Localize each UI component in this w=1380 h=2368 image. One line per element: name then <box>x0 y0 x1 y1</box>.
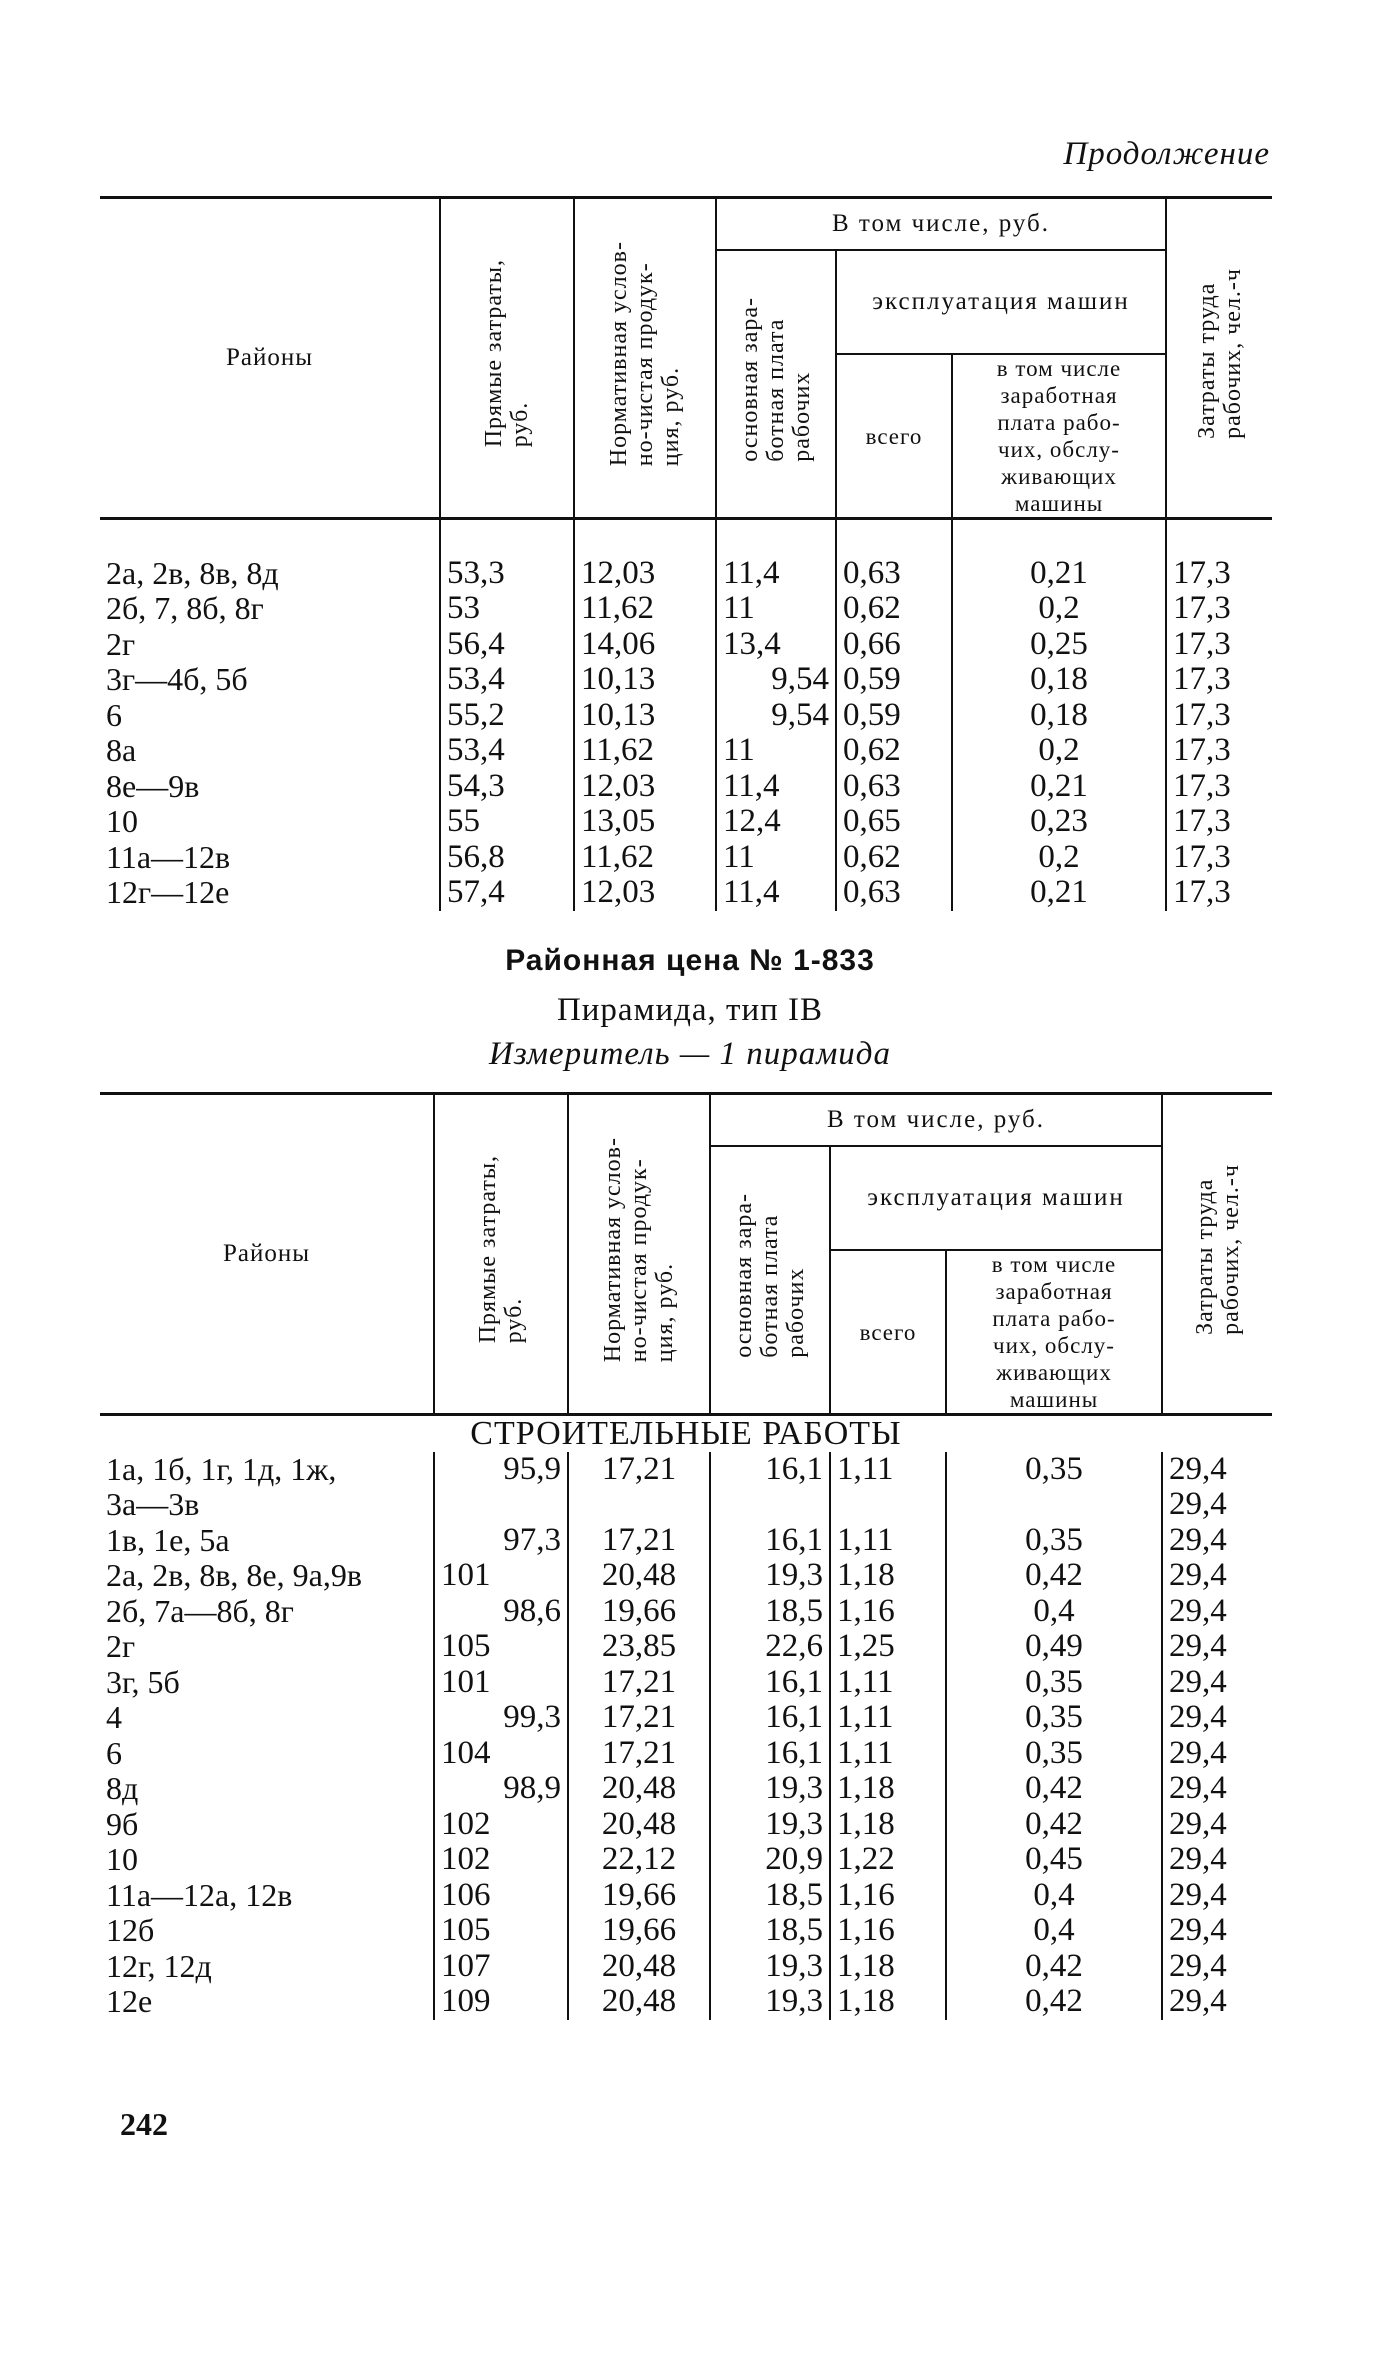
table-row <box>100 627 1272 663</box>
cell-base-wage: 19,3 <box>710 1984 830 2020</box>
cell-normative: 12,03 <box>574 556 716 592</box>
page-number: 242 <box>120 2106 168 2142</box>
cell-labor: 17,3 <box>1166 627 1272 663</box>
cell-district: 12г—12е <box>106 874 230 910</box>
cell-machine-total: 0,62 <box>836 733 952 769</box>
table-row <box>100 1807 1272 1843</box>
cell-machine-total: 1,18 <box>830 1984 946 2020</box>
cell-direct-costs: 55,2 <box>440 698 574 734</box>
cell-direct-costs: 102 <box>434 1807 568 1843</box>
cell-base-wage: 11 <box>716 733 836 769</box>
cell-machine-total: 1,16 <box>830 1594 946 1630</box>
table-row <box>100 662 1272 698</box>
header-base-wage: основная зара- ботная плата рабочих <box>716 250 836 519</box>
cell-machine-total: 0,65 <box>836 804 952 840</box>
cell-base-wage: 19,3 <box>710 1807 830 1843</box>
header-districts-2: Районы <box>100 1094 434 1415</box>
table-row <box>100 1842 1272 1878</box>
cell-labor: 29,4 <box>1162 1594 1272 1630</box>
table-row <box>100 1949 1272 1985</box>
cell-normative: 17,21 <box>568 1736 710 1772</box>
cell-base-wage: 13,4 <box>716 627 836 663</box>
cell-labor: 29,4 <box>1162 1878 1272 1914</box>
table-row <box>100 1700 1272 1736</box>
table-row <box>100 875 1272 911</box>
cell-direct-costs: 101 <box>434 1558 568 1594</box>
cell-normative: 20,48 <box>568 1984 710 2020</box>
table-row <box>100 1736 1272 1772</box>
cell-labor: 29,4 <box>1162 1842 1272 1878</box>
cell-machine-wage: 0,35 <box>946 1665 1162 1701</box>
cost-table-continued <box>100 196 1272 911</box>
cell-normative: 11,62 <box>574 733 716 769</box>
cell-machine-wage: 0,35 <box>946 1700 1162 1736</box>
cell-district: 6 <box>106 696 122 733</box>
cell-district: 11а—12в <box>106 838 231 875</box>
cell-labor: 17,3 <box>1166 769 1272 805</box>
table-row <box>100 1452 1272 1488</box>
cell-machine-total: 1,16 <box>830 1878 946 1914</box>
cell-machine-total: 1,11 <box>830 1523 946 1559</box>
cell-district: 3г, 5б <box>106 1663 180 1700</box>
cell-normative: 19,66 <box>568 1913 710 1949</box>
cell-machine-total: 1,16 <box>830 1913 946 1949</box>
cell-normative: 12,03 <box>574 875 716 911</box>
cell-machine-total: 1,18 <box>830 1949 946 1985</box>
cell-district: 12е <box>106 1983 153 2019</box>
cell-machine-total: 0,63 <box>836 875 952 911</box>
header-labor-costs: Затраты труда рабочих, чел.-ч <box>1166 198 1272 519</box>
cell-labor: 29,4 <box>1162 1487 1272 1523</box>
cell-district: 8а <box>106 732 137 768</box>
cell-machine-wage: 0,23 <box>952 804 1166 840</box>
cell-district: 1а, 1б, 1г, 1д, 1ж, <box>106 1450 337 1487</box>
cell-base-wage: 11,4 <box>716 875 836 911</box>
cell-direct-costs: 54,3 <box>440 769 574 805</box>
cell-district: 8д <box>106 1770 139 1806</box>
cell-normative: 13,05 <box>574 804 716 840</box>
cell-machine-wage: 0,2 <box>952 591 1166 627</box>
cell-district: 9б <box>106 1805 139 1842</box>
cell-normative: 20,48 <box>568 1807 710 1843</box>
cell-labor: 29,4 <box>1162 1665 1272 1701</box>
header-direct-costs: Прямые затраты, руб. <box>440 198 574 519</box>
header-including-2: В том числе, руб. <box>710 1094 1162 1147</box>
cell-machine-total: 1,18 <box>830 1807 946 1843</box>
table-row <box>100 1558 1272 1594</box>
cell-base-wage: 19,3 <box>710 1771 830 1807</box>
cell-machine-wage: 0,35 <box>946 1452 1162 1488</box>
cell-machine-wage: 0,35 <box>946 1523 1162 1559</box>
cell-machine-wage: 0,45 <box>946 1842 1162 1878</box>
cell-machine-wage: 0,4 <box>946 1594 1162 1630</box>
header-normative-product-2: Нормативная услов- но-чистая продук- ция, руб. <box>568 1094 710 1415</box>
cell-normative: 17,21 <box>568 1452 710 1488</box>
cell-machine-total: 1,11 <box>830 1665 946 1701</box>
cell-normative: 17,21 <box>568 1523 710 1559</box>
cell-machine-wage: 0,21 <box>952 769 1166 805</box>
cell-base-wage: 19,3 <box>710 1949 830 1985</box>
table-row <box>100 1594 1272 1630</box>
cell-district: 12б <box>106 1912 155 1948</box>
table-row <box>100 1487 1272 1523</box>
cell-district: 1в, 1е, 5а <box>106 1521 230 1558</box>
cell-machine-total: 1,18 <box>830 1558 946 1594</box>
table-row <box>100 591 1272 627</box>
cell-district: 2б, 7а—8б, 8г <box>106 1592 294 1629</box>
cell-machine-total: 0,62 <box>836 591 952 627</box>
cell-labor: 29,4 <box>1162 1807 1272 1843</box>
cell-district: 2а, 2в, 8в, 8д <box>106 554 279 591</box>
cost-table-1-833 <box>100 1092 1272 2020</box>
cell-direct-costs: 55 <box>440 804 574 840</box>
cell-labor: 17,3 <box>1166 662 1272 698</box>
cell-direct-costs: 95,9 <box>434 1452 568 1488</box>
cell-normative: 17,21 <box>568 1700 710 1736</box>
section-title: СТРОИТЕЛЬНЫЕ РАБОТЫ <box>470 1415 902 1452</box>
cell-direct-costs: 53,4 <box>440 733 574 769</box>
cell-direct-costs <box>434 1487 568 1523</box>
cell-machine-total: 0,59 <box>836 662 952 698</box>
header-machine-operation: эксплуатация машин <box>836 250 1166 354</box>
cell-labor: 17,3 <box>1166 698 1272 734</box>
cell-base-wage: 16,1 <box>710 1736 830 1772</box>
table-row <box>100 769 1272 805</box>
cell-base-wage: 18,5 <box>710 1594 830 1630</box>
cell-machine-wage: 0,21 <box>952 875 1166 911</box>
cell-direct-costs: 102 <box>434 1842 568 1878</box>
cell-district: 8е—9в <box>106 767 200 804</box>
cell-direct-costs: 56,8 <box>440 840 574 876</box>
cell-normative: 14,06 <box>574 627 716 663</box>
cell-normative: 20,48 <box>568 1949 710 1985</box>
cell-labor: 17,3 <box>1166 591 1272 627</box>
cell-direct-costs: 106 <box>434 1878 568 1914</box>
cell-normative: 22,12 <box>568 1842 710 1878</box>
cell-base-wage: 16,1 <box>710 1523 830 1559</box>
price-subtitle: Пирамида, тип IB <box>556 992 824 1028</box>
cell-machine-total: 1,18 <box>830 1771 946 1807</box>
cell-base-wage: 19,3 <box>710 1558 830 1594</box>
cell-machine-wage: 0,18 <box>952 698 1166 734</box>
cell-base-wage: 16,1 <box>710 1700 830 1736</box>
cell-normative: 19,66 <box>568 1878 710 1914</box>
cell-machine-wage: 0,18 <box>952 662 1166 698</box>
cell-labor: 17,3 <box>1166 556 1272 592</box>
cell-machine-total: 0,62 <box>836 840 952 876</box>
cell-machine-wage: 0,42 <box>946 1771 1162 1807</box>
header-total-2: всего <box>830 1250 946 1415</box>
cell-direct-costs: 57,4 <box>440 875 574 911</box>
cell-base-wage: 18,5 <box>710 1878 830 1914</box>
cell-labor: 29,4 <box>1162 1452 1272 1488</box>
cell-direct-costs: 109 <box>434 1984 568 2020</box>
cell-base-wage: 11 <box>716 591 836 627</box>
cell-normative: 23,85 <box>568 1629 710 1665</box>
cell-machine-wage: 0,42 <box>946 1984 1162 2020</box>
cell-district: 2г <box>106 1628 136 1664</box>
cell-direct-costs: 107 <box>434 1949 568 1985</box>
cell-machine-total: 1,22 <box>830 1842 946 1878</box>
table-row <box>100 556 1272 592</box>
table-row <box>100 1665 1272 1701</box>
header-direct-costs-2: Прямые затраты, руб. <box>434 1094 568 1415</box>
cell-direct-costs: 101 <box>434 1665 568 1701</box>
cell-machine-total: 0,59 <box>836 698 952 734</box>
cell-direct-costs: 104 <box>434 1736 568 1772</box>
cell-base-wage: 16,1 <box>710 1452 830 1488</box>
cell-machine-wage: 0,42 <box>946 1949 1162 1985</box>
cell-machine-wage: 0,4 <box>946 1913 1162 1949</box>
table-row <box>100 1913 1272 1949</box>
header-normative-product: Нормативная услов- но-чистая продук- ция, руб. <box>574 198 716 519</box>
cell-labor: 29,4 <box>1162 1523 1272 1559</box>
cell-district: 10 <box>106 1841 138 1877</box>
cell-normative: 20,48 <box>568 1558 710 1594</box>
header-districts: Районы <box>100 198 440 519</box>
continuation-label: Продолжение <box>1063 136 1270 172</box>
table-row <box>100 1878 1272 1914</box>
table-row <box>100 1771 1272 1807</box>
cell-base-wage: 11 <box>716 840 836 876</box>
cell-labor: 29,4 <box>1162 1949 1272 1985</box>
header-base-wage-2: основная зара- ботная плата рабочих <box>710 1146 830 1415</box>
price-measure: Измеритель — 1 пирамида <box>488 1036 891 1072</box>
header-machine-operation-2: эксплуатация машин <box>830 1146 1162 1250</box>
cell-labor: 29,4 <box>1162 1984 1272 2020</box>
cell-district: 11а—12а, 12в <box>106 1876 293 1913</box>
cell-district: 2б, 7, 8б, 8г <box>106 590 264 626</box>
table-row <box>100 698 1272 734</box>
cell-machine-wage: 0,21 <box>952 556 1166 592</box>
table-row <box>100 1984 1272 2020</box>
cell-direct-costs: 97,3 <box>434 1523 568 1559</box>
cell-normative: 19,66 <box>568 1594 710 1630</box>
cell-direct-costs: 56,4 <box>440 627 574 663</box>
cell-direct-costs: 53,3 <box>440 556 574 592</box>
cell-normative: 11,62 <box>574 591 716 627</box>
cell-labor: 17,3 <box>1166 804 1272 840</box>
cell-district: 12г, 12д <box>106 1947 212 1984</box>
cell-machine-total: 1,11 <box>830 1736 946 1772</box>
cell-district: 4 <box>106 1699 122 1735</box>
cell-machine-wage: 0,42 <box>946 1807 1162 1843</box>
cell-district: 2а, 2в, 8в, 8е, 9а,9в <box>106 1557 362 1593</box>
cell-base-wage: 20,9 <box>710 1842 830 1878</box>
cell-direct-costs: 53,4 <box>440 662 574 698</box>
table-row <box>100 1523 1272 1559</box>
header-including: В том числе, руб. <box>716 198 1166 251</box>
cell-machine-wage: 0,25 <box>952 627 1166 663</box>
cell-labor: 29,4 <box>1162 1736 1272 1772</box>
header-incl-wage-2: в том числе заработная плата рабо- чих, обслу- живающих машины <box>946 1250 1162 1415</box>
cell-district: 10 <box>106 803 138 839</box>
cell-machine-wage: 0,35 <box>946 1736 1162 1772</box>
cell-normative: 10,13 <box>574 662 716 698</box>
cell-labor: 17,3 <box>1166 875 1272 911</box>
cell-base-wage: 11,4 <box>716 556 836 592</box>
cell-normative: 11,62 <box>574 840 716 876</box>
cell-labor: 29,4 <box>1162 1771 1272 1807</box>
cell-labor: 17,3 <box>1166 840 1272 876</box>
cell-direct-costs: 105 <box>434 1913 568 1949</box>
table-row <box>100 1629 1272 1665</box>
header-total: всего <box>836 354 952 519</box>
cell-direct-costs: 98,6 <box>434 1594 568 1630</box>
cell-district: 3а—3в <box>106 1486 200 1522</box>
cell-labor: 29,4 <box>1162 1700 1272 1736</box>
cell-normative: 10,13 <box>574 698 716 734</box>
price-title: Районная цена № 1-833 <box>505 944 875 977</box>
cell-machine-total: 1,11 <box>830 1452 946 1488</box>
cell-labor: 29,4 <box>1162 1558 1272 1594</box>
header-incl-wage: в том числе заработная плата рабо- чих, обслу- живающих машины <box>952 354 1166 519</box>
cell-machine-wage: 0,4 <box>946 1878 1162 1914</box>
cell-normative: 20,48 <box>568 1771 710 1807</box>
cell-district: 6 <box>106 1734 122 1771</box>
cell-base-wage: 9,54 <box>716 662 836 698</box>
cell-base-wage <box>710 1487 830 1523</box>
cell-machine-total <box>830 1487 946 1523</box>
cell-machine-wage: 0,42 <box>946 1558 1162 1594</box>
cell-normative: 17,21 <box>568 1665 710 1701</box>
cell-district: 3г—4б, 5б <box>106 661 248 697</box>
cell-machine-wage <box>946 1487 1162 1523</box>
cell-direct-costs: 105 <box>434 1629 568 1665</box>
cell-machine-total: 0,66 <box>836 627 952 663</box>
cell-machine-total: 0,63 <box>836 556 952 592</box>
table-row <box>100 840 1272 876</box>
table-row <box>100 804 1272 840</box>
cell-labor: 17,3 <box>1166 733 1272 769</box>
cell-normative <box>568 1487 710 1523</box>
cell-labor: 29,4 <box>1162 1913 1272 1949</box>
cell-direct-costs: 99,3 <box>434 1700 568 1736</box>
cell-machine-total: 1,25 <box>830 1629 946 1665</box>
cell-machine-total: 0,63 <box>836 769 952 805</box>
cell-machine-wage: 0,49 <box>946 1629 1162 1665</box>
cell-base-wage: 16,1 <box>710 1665 830 1701</box>
cell-machine-total: 1,11 <box>830 1700 946 1736</box>
cell-normative: 12,03 <box>574 769 716 805</box>
cell-base-wage: 22,6 <box>710 1629 830 1665</box>
cell-direct-costs: 98,9 <box>434 1771 568 1807</box>
cell-base-wage: 9,54 <box>716 698 836 734</box>
cell-machine-wage: 0,2 <box>952 840 1166 876</box>
cell-base-wage: 11,4 <box>716 769 836 805</box>
header-labor-costs-2: Затраты труда рабочих, чел.-ч <box>1162 1094 1272 1415</box>
cell-labor: 29,4 <box>1162 1629 1272 1665</box>
cell-direct-costs: 53 <box>440 591 574 627</box>
cell-base-wage: 18,5 <box>710 1913 830 1949</box>
cell-base-wage: 12,4 <box>716 804 836 840</box>
table-row <box>100 733 1272 769</box>
cell-district: 2г <box>106 625 136 662</box>
cell-machine-wage: 0,2 <box>952 733 1166 769</box>
